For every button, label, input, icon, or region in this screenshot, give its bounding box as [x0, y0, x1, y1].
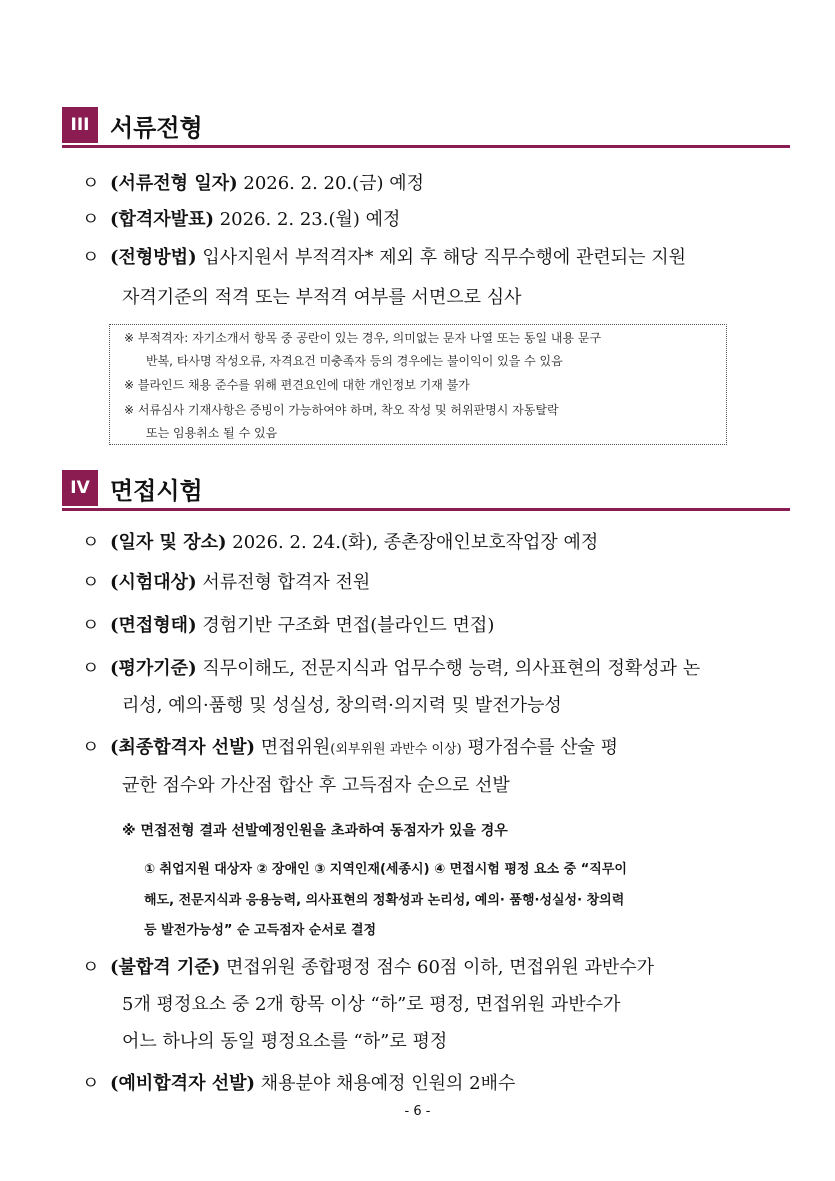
tie-note-line: ① 취업지원 대상자 ② 장애인 ③ 지역인재(세종시) ④ 면접시험 평정 요소 중 “직무이: [144, 862, 627, 877]
bullet-icon: ㅇ: [82, 658, 100, 679]
item-text: 입사지원서 부적격자* 제외 후 해당 직무수행에 관련되는 지원: [196, 247, 687, 268]
tie-note-line: 해도, 전문지식과 응용능력, 의사표현의 정확성과 논리성, 예의· 품행·성실성· 창의력: [144, 893, 625, 908]
item-text: 2026. 2. 20.(금) 예정: [237, 173, 425, 194]
item-label: (시험대상): [110, 572, 197, 593]
section-header-3: [62, 107, 790, 145]
bullet-icon: ㅇ: [82, 247, 100, 268]
item-label: (면접형태): [110, 615, 197, 636]
item-label: (불합격 기준): [110, 957, 221, 978]
item-text: 직무이해도, 전문지식과 업무수행 능력, 의사표현의 정확성과 논: [196, 658, 701, 679]
tie-note-line: 등 발전가능성” 순 고득점자 순서로 결정: [144, 923, 377, 938]
item-text: 2026. 2. 24.(화), 종촌장애인보호작업장 예정: [226, 532, 599, 553]
item-label: (합격자발표): [110, 209, 214, 230]
section-header-4: [62, 470, 790, 508]
item-label: (서류전형 일자): [110, 173, 238, 194]
notice-box: [109, 324, 727, 445]
section-divider: [62, 508, 790, 511]
item-small-note: (외부위원 과반수 이상): [330, 742, 462, 757]
item-text: 서류전형 합격자 전원: [196, 572, 371, 593]
note-line: ※ 서류심사 기재사항은 증빙이 가능하여야 하며, 착오 작성 및 허위판명시 자동탈락: [124, 403, 559, 417]
item-label: (전형방법): [110, 247, 197, 268]
bullet-icon: ㅇ: [82, 1073, 100, 1094]
note-line: ※ 블라인드 채용 준수를 위해 편견요인에 대한 개인정보 기재 불가: [124, 378, 470, 392]
page-number: - 6 -: [404, 1104, 431, 1119]
item-text: 채용분야 채용예정 인원의 2배수: [255, 1073, 516, 1094]
item-continuation: 5개 평정요소 중 2개 항목 이상 “하”로 평정, 면접위원 과반수가: [122, 994, 621, 1015]
item-continuation: 어느 하나의 동일 평정요소를 “하”로 평정: [122, 1031, 448, 1052]
bullet-icon: ㅇ: [82, 209, 100, 230]
bullet-icon: ㅇ: [82, 957, 100, 978]
item-text: 면접위원 종합평정 점수 60점 이하, 면접위원 과반수가: [220, 957, 655, 978]
item-label: (평가기준): [110, 658, 197, 679]
item-label: (일자 및 장소): [110, 532, 227, 553]
item-continuation: 리성, 예의·품행 및 성실성, 창의력·의지력 및 발전가능성: [122, 695, 562, 716]
item-text: 2026. 2. 23.(월) 예정: [213, 209, 401, 230]
note-line: 또는 임용취소 될 수 있음: [146, 426, 278, 440]
bullet-icon: ㅇ: [82, 737, 100, 758]
item-text: 평가점수를 산술 평: [461, 737, 619, 758]
bullet-icon: ㅇ: [82, 173, 100, 194]
item-text: 경험기반 구조화 면접(블라인드 면접): [196, 615, 495, 636]
section-divider: [62, 145, 790, 148]
tie-note-title: ※ 면접전형 결과 선발예정인원을 초과하여 동점자가 있을 경우: [122, 823, 508, 839]
bullet-icon: ㅇ: [82, 615, 100, 636]
item-continuation: 자격기준의 적격 또는 부적격 여부를 서면으로 심사: [122, 287, 522, 308]
section-title: 서류전형: [110, 114, 203, 142]
section-title: 면접시험: [110, 477, 203, 505]
item-label: (예비합격자 선발): [110, 1073, 256, 1094]
bullet-icon: ㅇ: [82, 532, 100, 553]
item-continuation: 균한 점수와 가산점 합산 후 고득점자 순으로 선발: [122, 775, 510, 796]
note-line: 반복, 타사명 작성오류, 자격요건 미충족자 등의 경우에는 불이익이 있을 수 있음: [146, 354, 563, 368]
item-text: 면접위원: [255, 737, 331, 758]
bullet-icon: ㅇ: [82, 572, 100, 593]
section-number-badge: III: [62, 107, 98, 143]
item-label: (최종합격자 선발): [110, 737, 256, 758]
note-line: ※ 부적격자: 자기소개서 항목 중 공란이 있는 경우, 의미없는 문자 나열 또는 동일 내용 문구: [124, 331, 602, 345]
section-number-badge: IV: [62, 470, 98, 506]
